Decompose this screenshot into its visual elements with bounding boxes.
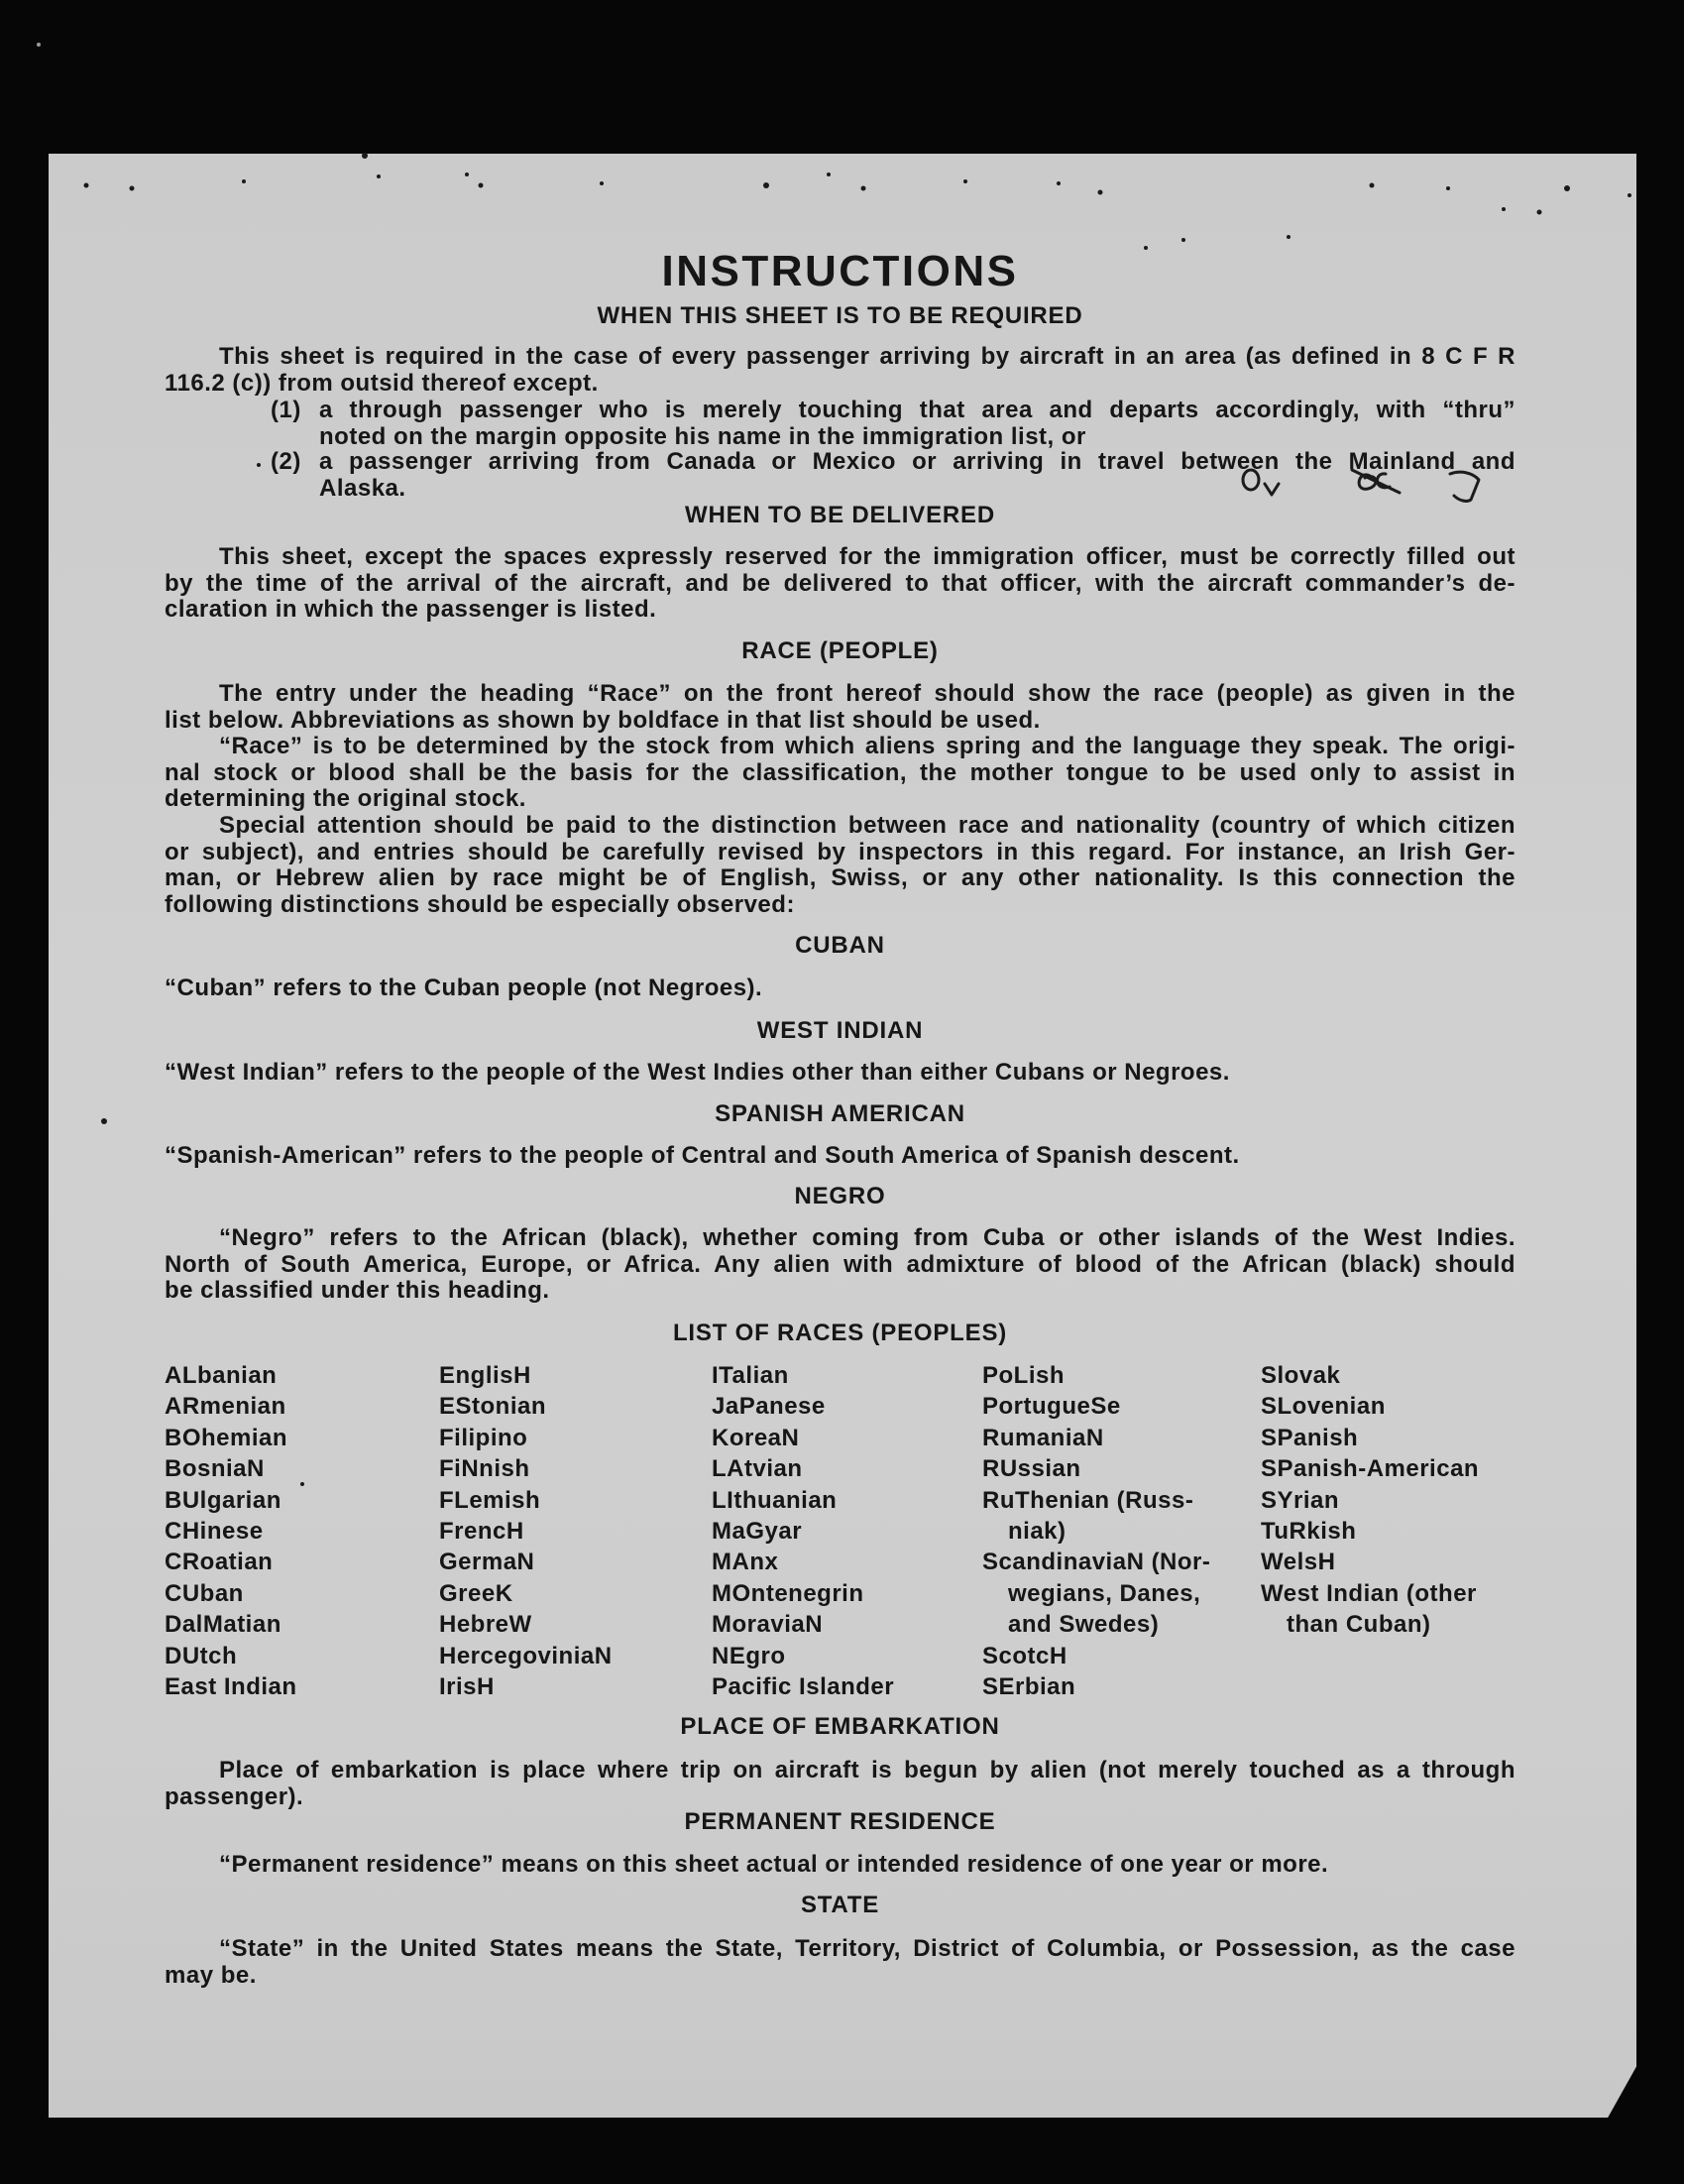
race-entry: WelsH (1261, 1549, 1336, 1576)
west-indian-paragraph (165, 1060, 1516, 1087)
race-entry: NEgro (712, 1642, 786, 1669)
race-entry: RuThenian (Russ- (982, 1486, 1194, 1514)
race-entry: SErbian (982, 1673, 1076, 1701)
race-paragraph-3 (165, 813, 1516, 918)
race-entry: Slovak (1261, 1362, 1341, 1389)
text-line: noted on the margin opposite his name in the immigration list, or (319, 422, 1086, 450)
text-line: The entry under the heading “Race” on the front hereof should show the race (people) as given in the (219, 680, 1516, 707)
race-entry: FiNnish (439, 1455, 530, 1483)
races-column-3 (712, 1360, 894, 1702)
text-line: North of South America, Europe, or Africa. Any alien with admixture of blood of the African (black) should (165, 1250, 1516, 1278)
place-of-embarkation-paragraph (165, 1758, 1516, 1810)
race-entry: MoraviaN (712, 1611, 824, 1639)
race-entry: SYrian (1261, 1486, 1340, 1514)
permanent-residence-paragraph (165, 1852, 1516, 1879)
text-line: may be. (165, 1961, 257, 1989)
heading-permanent-residence: PERMANENT RESIDENCE (684, 1808, 996, 1835)
text-line: “Cuban” refers to the Cuban people (not Negroes). (165, 975, 763, 1001)
race-entry: FLemish (439, 1486, 541, 1514)
race-entry: EStonian (439, 1393, 547, 1421)
race-entry: GermaN (439, 1549, 535, 1576)
races-column-1 (165, 1360, 297, 1702)
text-line: “Spanish-American” refers to the people of Central and South America of Spanish descent. (165, 1142, 1240, 1169)
race-entry: BUlgarian (165, 1486, 281, 1514)
exception-item-1 (271, 398, 1516, 450)
race-entry: West Indian (other (1261, 1579, 1477, 1607)
race-entry: LAtvian (712, 1455, 803, 1483)
text-line: “Race” is to be determined by the stock from which aliens spring and the language they speak. The origi- (219, 733, 1516, 759)
exception-number: (2) (271, 448, 301, 475)
race-entry: ITalian (712, 1362, 789, 1389)
exception-text (319, 398, 1516, 450)
text-line: Alaska. (319, 474, 406, 502)
race-entry: TuRkish (1261, 1518, 1357, 1546)
race-entry: RUssian (982, 1455, 1081, 1483)
exception-text (319, 449, 1516, 502)
race-entry: DalMatian (165, 1611, 281, 1639)
race-entry: ScotcH (982, 1642, 1067, 1669)
heading-west-indian: WEST INDIAN (756, 1017, 924, 1044)
race-paragraph-1 (165, 681, 1516, 734)
heading-negro: NEGRO (794, 1183, 886, 1209)
text-line: “Permanent residence” means on this sheet actual or intended residence of one year or more. (219, 1851, 1329, 1878)
page-title: INSTRUCTIONS (661, 247, 1019, 295)
text-line: be classified under this heading. (165, 1277, 550, 1304)
race-entry: CUban (165, 1579, 244, 1607)
heading-cuban: CUBAN (795, 932, 885, 959)
text-line: following distinctions should be especially observed: (165, 890, 795, 918)
cuban-paragraph (165, 976, 1516, 1002)
races-column-5 (1261, 1360, 1479, 1641)
race-entry: HebreW (439, 1611, 532, 1639)
negro-paragraph (165, 1225, 1516, 1305)
text-line: “State” in the United States means the State, Territory, District of Columbia, or Possession, as the case (219, 1935, 1516, 1962)
race-entry-continuation: than Cuban) (1287, 1611, 1431, 1639)
race-entry: ALbanian (165, 1362, 278, 1389)
race-entry: DUtch (165, 1642, 238, 1669)
race-entry: ARmenian (165, 1393, 286, 1421)
heading-when-required: WHEN THIS SHEET IS TO BE REQUIRED (597, 302, 1083, 329)
races-column-4 (982, 1360, 1210, 1702)
race-entry: Pacific Islander (712, 1673, 895, 1701)
race-entry: SLovenian (1261, 1393, 1386, 1421)
race-entry: PoLish (982, 1362, 1066, 1389)
text-line: passenger). (165, 1782, 304, 1810)
text-line: This sheet, except the spaces expressly reserved for the immigration officer, must be correctly filled out (219, 543, 1516, 570)
heading-race: RACE (PEOPLE) (741, 637, 939, 664)
race-entry: RumaniaN (982, 1424, 1104, 1451)
race-entry-continuation: wegians, Danes, (1008, 1579, 1201, 1607)
heading-spanish-american: SPANISH AMERICAN (715, 1100, 965, 1127)
text-line: or subject), and entries should be carefully revised by inspectors in this regard. For instance, an Irish Ger- (165, 838, 1516, 865)
spanish-american-paragraph (165, 1143, 1516, 1170)
race-entry: FrencH (439, 1518, 524, 1546)
race-entry-continuation: niak) (1008, 1518, 1067, 1546)
exception-number: (1) (271, 397, 301, 423)
text-line: Special attention should be paid to the distinction between race and nationality (country of which citizen (219, 812, 1516, 839)
race-entry: Filipino (439, 1424, 528, 1451)
race-entry: BOhemian (165, 1424, 288, 1451)
text-line: claration in which the passenger is listed. (165, 596, 657, 623)
text-line: determining the original stock. (165, 785, 526, 812)
race-entry: MaGyar (712, 1518, 803, 1546)
heading-when-delivered: WHEN TO BE DELIVERED (685, 502, 995, 528)
race-entry: SPanish-American (1261, 1455, 1480, 1483)
heading-state: STATE (800, 1892, 880, 1918)
text-line: man, or Hebrew alien by race might be of English, Swiss, or any other nationality. Is this connection the (165, 864, 1516, 891)
text-line: a passenger arriving from Canada or Mexico or arriving in travel between the Mainland and (319, 448, 1516, 475)
text-line: “West Indian” refers to the people of the West Indies other than either Cubans or Negroes. (165, 1059, 1230, 1086)
text-line: Place of embarkation is place where trip on aircraft is begun by alien (not merely touched as a through (219, 1757, 1516, 1783)
state-paragraph (165, 1936, 1516, 1989)
heading-list-of-races: LIST OF RACES (PEOPLES) (672, 1320, 1008, 1346)
race-entry: HercegoviniaN (439, 1642, 613, 1669)
race-entry: ScandinaviaN (Nor- (982, 1549, 1211, 1576)
race-entry: CHinese (165, 1518, 264, 1546)
race-entry: East Indian (165, 1673, 297, 1701)
text-line: a through passenger who is merely touching that area and departs accordingly, with “thru” (319, 397, 1516, 423)
required-intro-paragraph (165, 344, 1516, 397)
text-line: by the time of the arrival of the aircraft, and be delivered to that officer, with the aircraft commander’s de- (165, 569, 1516, 597)
race-paragraph-2 (165, 734, 1516, 813)
race-entry: GreeK (439, 1579, 513, 1607)
race-entry: BosniaN (165, 1455, 265, 1483)
text-line: “Negro” refers to the African (black), whether coming from Cuba or other islands of the West Indies. (219, 1224, 1516, 1251)
delivered-paragraph (165, 544, 1516, 624)
race-entry: MOntenegrin (712, 1579, 864, 1607)
text-line: nal stock or blood shall be the basis for the classification, the mother tongue to be used only to assist in (165, 758, 1516, 786)
race-entry-continuation: and Swedes) (1008, 1611, 1160, 1639)
heading-place-of-embarkation: PLACE OF EMBARKATION (680, 1713, 1000, 1740)
text-line: This sheet is required in the case of every passenger arriving by aircraft in an area (as defined in 8 C F R (219, 343, 1516, 370)
text-line: list below. Abbreviations as shown by boldface in that list should be used. (165, 706, 1041, 734)
race-entry: KoreaN (712, 1424, 800, 1451)
race-entry: SPanish (1261, 1424, 1359, 1451)
race-entry: LIthuanian (712, 1486, 838, 1514)
race-entry: CRoatian (165, 1549, 274, 1576)
race-entry: PortugueSe (982, 1393, 1121, 1421)
race-entry: EnglisH (439, 1362, 531, 1389)
exception-item-2 (271, 449, 1516, 502)
race-entry: JaPanese (712, 1393, 826, 1421)
race-entry: IrisH (439, 1673, 495, 1701)
races-column-2 (439, 1360, 613, 1702)
race-entry: MAnx (712, 1549, 779, 1576)
text-line: 116.2 (c)) from outsid thereof except. (165, 369, 599, 397)
